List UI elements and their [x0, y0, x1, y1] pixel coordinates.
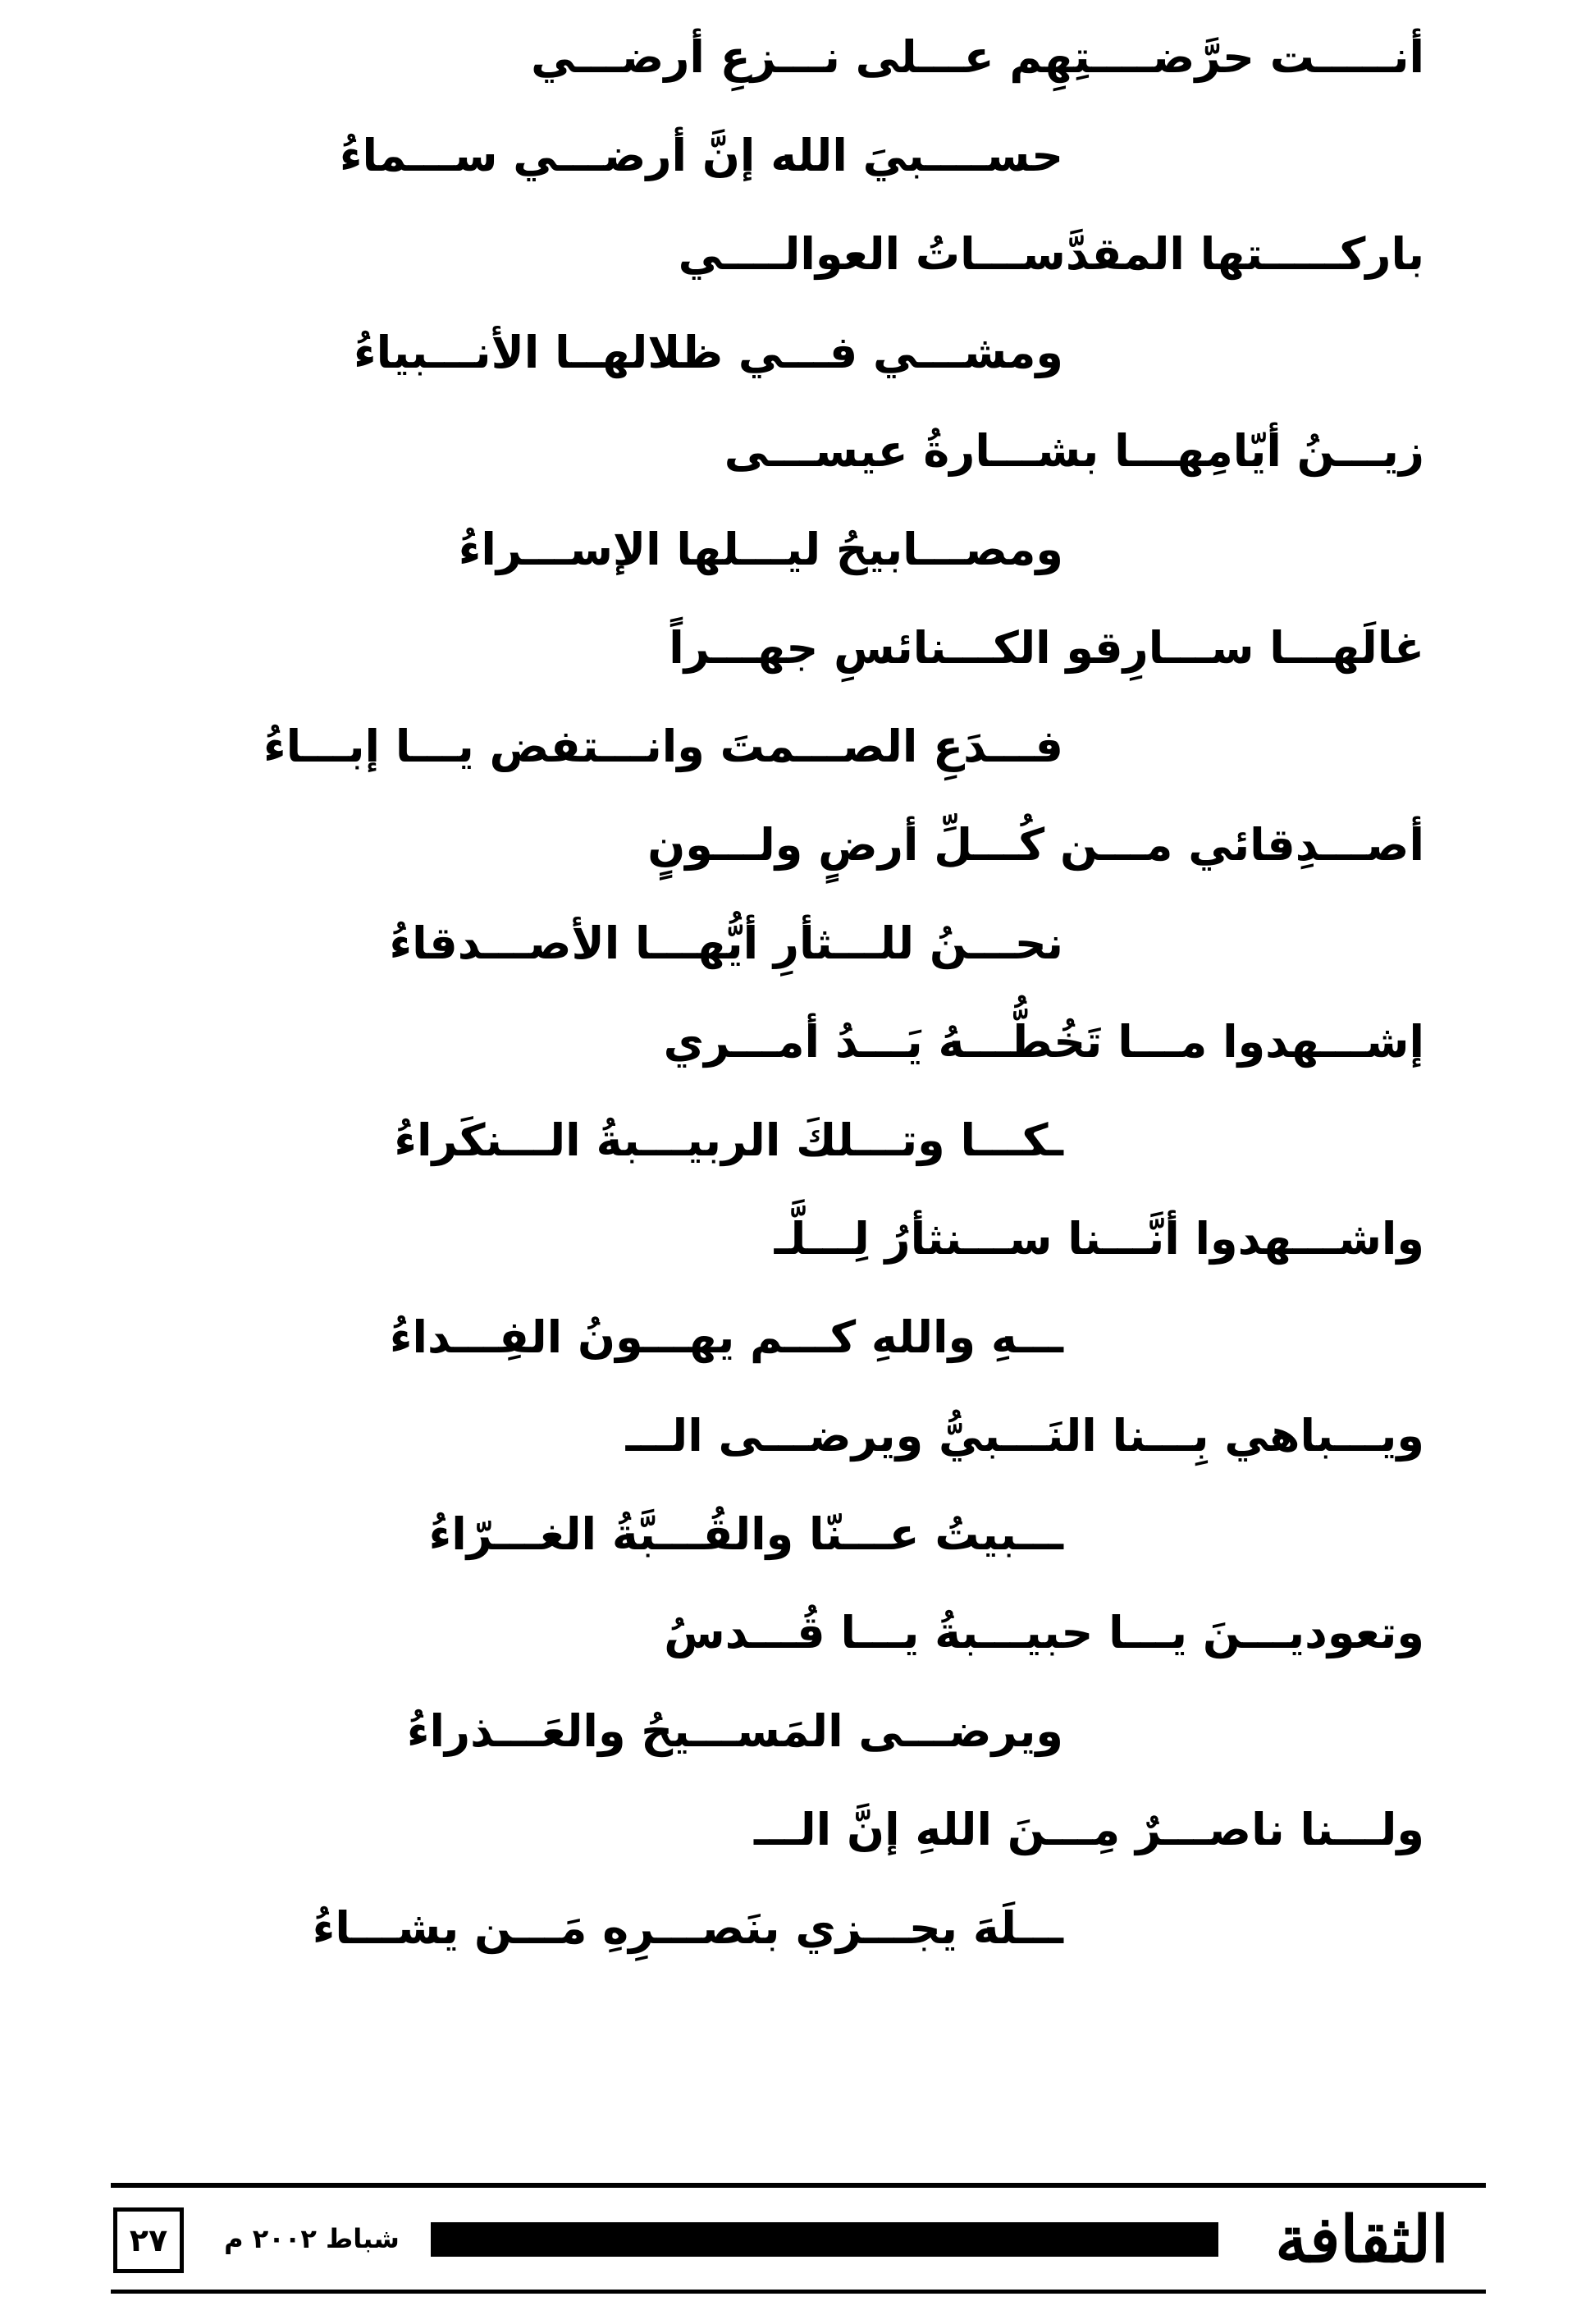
- page-footer: [0, 2150, 1572, 2298]
- verse-9-second-half: ويرضـــى المَســـيحُ والعَـــذراءُ: [406, 1705, 1063, 1757]
- issue-date: شباط ٢٠٠٢ م: [224, 2223, 400, 2254]
- verse-4-first-half: غالَهـــا ســـارِقو الكـــنائسِ جهـــراً: [669, 622, 1424, 674]
- verse-2-second-half: ومشـــي فـــي ظلالهــا الأنـــبياءُ: [353, 327, 1063, 378]
- verse-1-first-half: أنـــــت حرَّضــــتِهِم عـــلى نـــزعِ أرضـــي: [531, 31, 1424, 83]
- verse-8-first-half: ويـــباهي بِـــنا النَـــبيُّ ويرضـــى الـــ: [625, 1410, 1424, 1462]
- verse-7-first-half: واشـــهدوا أنَّـــنا ســـنثأرُ لِـــلَّـ: [774, 1213, 1424, 1265]
- verse-7-second-half: ـــهِ واللهِ كـــم يهـــونُ الفِـــداءُ: [389, 1311, 1063, 1363]
- verse-3-first-half: زيـــنُ أيّامِهـــا بشـــارةُ عيســـى: [724, 425, 1424, 477]
- verse-9-first-half: وتعوديـــنَ يـــا حبيـــبةُ يـــا قُـــدسُ: [664, 1607, 1424, 1658]
- verse-10-first-half: ولـــنا ناصـــرٌ مِـــنَ اللهِ إنَّ الـــ: [754, 1804, 1424, 1855]
- verse-3-second-half: ومصـــابيحُ ليـــلها الإســـراءُ: [458, 524, 1063, 575]
- verse-5-second-half: نحـــنُ للـــثأرِ أيُّهـــا الأصـــدقاءُ: [389, 917, 1063, 969]
- footer-top-rule: [111, 2183, 1486, 2188]
- footer-bottom-rule: [111, 2290, 1486, 2294]
- verse-4-second-half: فـــدَعِ الصـــمتَ وانـــتفض يـــا إبـــاءُ: [263, 721, 1063, 772]
- verse-1-second-half: حســــبيَ الله إنَّ أرضـــي ســـماءُ: [339, 130, 1063, 181]
- verse-5-first-half: أصـــدِقائي مـــن كُـــلِّ أرضٍ ولـــونٍ: [647, 819, 1424, 871]
- verse-8-second-half: ـــبيتُ عـــنّا والقُـــبَّةُ الغـــرّاءُ: [428, 1508, 1063, 1560]
- page-number: ٢٧: [113, 2207, 184, 2273]
- verse-10-second-half: ـــلَهَ يجـــزي بنَصـــرِهِ مَـــن يشـــاءُ: [312, 1902, 1063, 1954]
- footer-black-bar: [431, 2222, 1218, 2257]
- verse-6-first-half: إشـــهدوا مـــا تَخُطُّـــهُ يَـــدُ أمـــري: [663, 1016, 1424, 1068]
- magazine-logo: الثقافة: [1275, 2203, 1449, 2277]
- verse-2-first-half: باركـــــتها المقدَّســـاتُ العوالــــي: [678, 228, 1424, 280]
- verse-6-second-half: ـكـــا وتـــلكَ الربيـــبةُ الـــنكَراءُ: [394, 1114, 1063, 1166]
